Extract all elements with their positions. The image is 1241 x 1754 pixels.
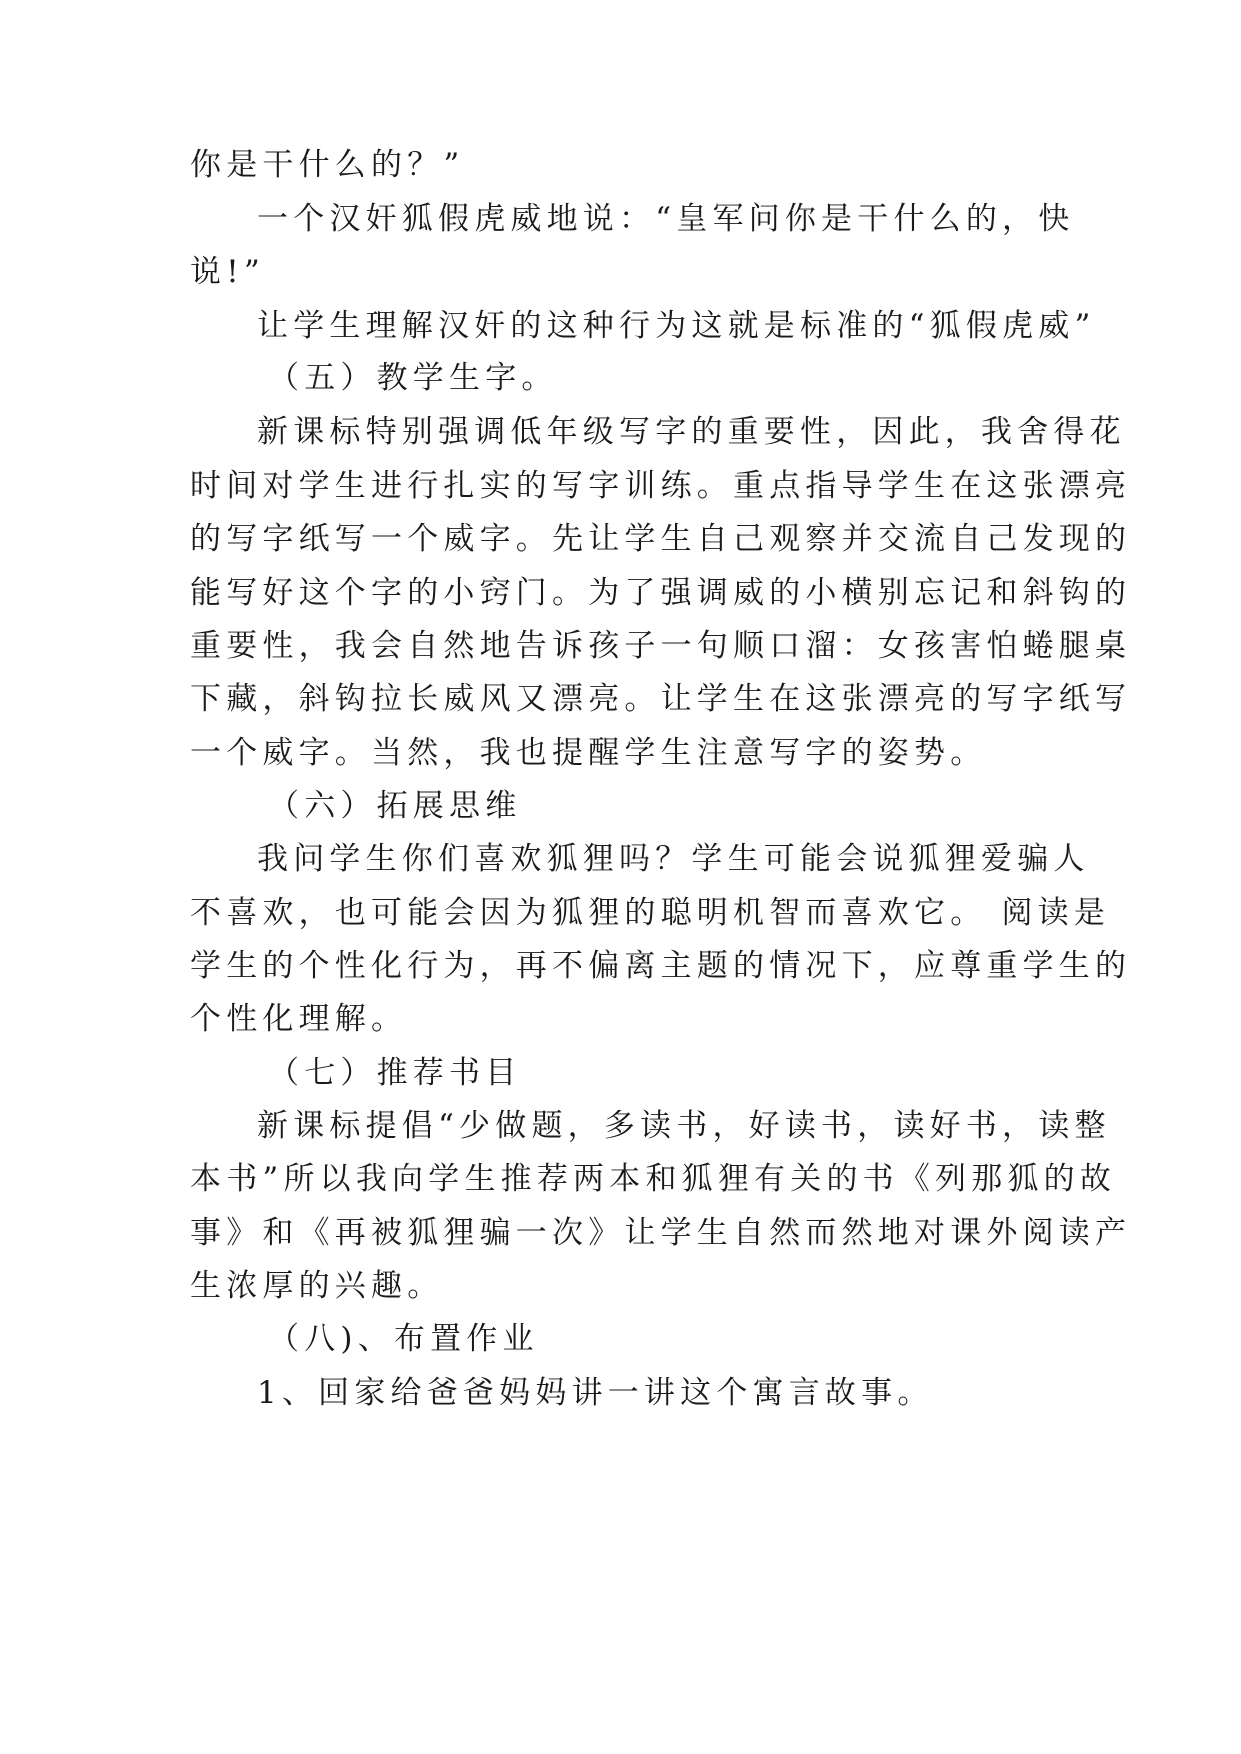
section-heading-5: （五）教学生字。: [268, 360, 558, 396]
text-line-9: 能写好这个字的小窍门。为了强调威的小横别忘记和斜钩的: [190, 575, 1132, 611]
text-line-22: 生浓厚的兴趣。: [190, 1268, 444, 1304]
section-heading-7: （七）推荐书目: [268, 1055, 522, 1091]
text-line-20: 本书”所以我向学生推荐两本和狐狸有关的书《列那狐的故: [190, 1161, 1117, 1197]
text-line-8: 的写字纸写一个威字。先让学生自己观察并交流自己发现的: [190, 521, 1132, 557]
text-line-16: 学生的个性化行为，再不偏离主题的情况下，应尊重学生的: [190, 948, 1132, 984]
text-line-6: 新课标特别强调低年级写字的重要性，因此，我舍得花: [257, 414, 1126, 450]
text-line-11: 下藏，斜钩拉长威风又漂亮。让学生在这张漂亮的写字纸写: [190, 681, 1132, 717]
section-heading-8: （八)、布置作业: [268, 1321, 539, 1357]
text-line-2: 一个汉奸狐假虎威地说：“皇军问你是干什么的，快: [257, 201, 1075, 237]
text-line-3: 说!”: [190, 254, 265, 290]
text-line-19: 新课标提倡“少做题，多读书，好读书，读好书，读整: [257, 1108, 1111, 1144]
text-line-4: 让学生理解汉奸的这种行为这就是标准的“狐假虎威”: [257, 308, 1096, 344]
text-line-17: 个性化理解。: [190, 1001, 408, 1037]
text-line-21: 事》和《再被狐狸骗一次》让学生自然而然地对课外阅读产: [190, 1215, 1132, 1251]
text-line-10: 重要性，我会自然地告诉孩子一句顺口溜：女孩害怕蜷腿桌: [190, 628, 1132, 664]
section-heading-6: （六）拓展思维: [268, 788, 522, 824]
text-line-12: 一个威字。当然，我也提醒学生注意写字的姿势。: [190, 735, 987, 771]
text-line-15: 不喜欢，也可能会因为狐狸的聪明机智而喜欢它。 阅读是: [190, 895, 1111, 931]
homework-item-1: 1、回家给爸爸妈妈讲一讲这个寓言故事。: [257, 1375, 934, 1411]
text-line-7: 时间对学生进行扎实的写字训练。重点指导学生在这张漂亮: [190, 468, 1132, 504]
text-line-1: 你是干什么的？”: [190, 147, 465, 183]
text-line-14: 我问学生你们喜欢狐狸吗？学生可能会说狐狸爱骗人: [257, 841, 1090, 877]
